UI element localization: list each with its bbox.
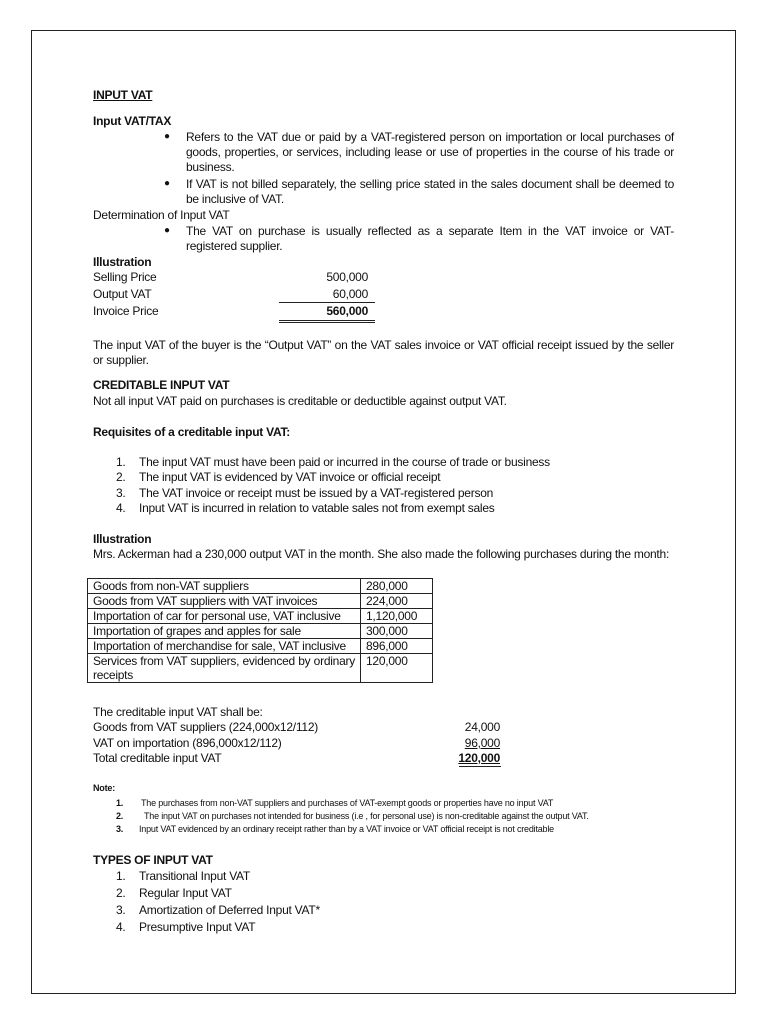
output-vat-value: 60,000 [332,287,368,301]
requisite-number: 2. [116,470,126,484]
table-cell-amount: 280,000 [361,579,433,594]
note-heading: Note: [93,783,115,793]
table-cell-amount: 224,000 [361,594,433,609]
output-vat-label: Output VAT [93,287,152,301]
bullet-determination: The VAT on purchase is usually reflected as a separate Item in the VAT invoice or VAT-registered supplier. [186,224,674,253]
bullet-definition: Refers to the VAT due or paid by a VAT-registered person on importation or local purchases of goods, properties, or services, including lease or use of properties in the course of his trade or business. [186,130,674,174]
requisite-number: 3. [116,486,126,500]
computation-value: 24,000 [464,720,500,734]
requisite-item: The VAT invoice or receipt must be issued by a VAT-registered person [139,486,494,500]
table-row [88,594,433,609]
computation-label: Goods from VAT suppliers (224,000x12/112) [93,720,318,734]
total-underline [279,320,375,321]
selling-price-label: Selling Price [93,270,157,284]
table-row [88,624,433,639]
table-cell-desc: Importation of grapes and apples for sale [88,624,361,639]
table-row [88,609,433,624]
section-heading-types: TYPES OF INPUT VAT [93,853,213,867]
type-item: Regular Input VAT [139,886,232,900]
requisite-item: The input VAT is evidenced by VAT invoice or official receipt [139,470,441,484]
type-number: 2. [116,886,126,900]
purchases-table [87,578,433,683]
total-double-underline [459,766,501,767]
type-item: Presumptive Input VAT [139,920,256,934]
illustration-heading: Illustration [93,532,152,546]
note-number: 2. [116,811,124,821]
bullet-vat-inclusive: If VAT is not billed separately, the selling price stated in the sales document shall be deemed to be inclusive of VAT. [186,177,674,206]
computation-value: 96,000 [464,736,500,750]
table-cell-desc: Importation of merchandise for sale, VAT inclusive [88,639,361,654]
requisite-item: The input VAT must have been paid or incurred in the course of trade or business [139,455,550,469]
note-item: Input VAT evidenced by an ordinary receipt rather than by a VAT invoice or VAT official receipt is not creditable [139,824,554,834]
table-cell-desc: Goods from VAT suppliers with VAT invoices [88,594,361,609]
ackerman-text: Mrs. Ackerman had a 230,000 output VAT in the month. She also made the following purchases during the month: [93,547,670,561]
bullet-dot-icon: ● [164,131,171,142]
type-item: Transitional Input VAT [139,869,250,883]
type-item: Amortization of Deferred Input VAT* [139,903,320,917]
sum-line [279,302,375,303]
requisite-item: Input VAT is incurred in relation to vatable sales not from exempt sales [139,501,495,515]
creditable-intro: The creditable input VAT shall be: [93,705,263,719]
type-number: 4. [116,920,126,934]
note-item: The purchases from non-VAT suppliers and purchases of VAT-exempt goods or properties have no input VAT [141,798,554,808]
bullet-dot-icon: ● [164,225,171,236]
selling-price-value: 500,000 [326,270,368,284]
bullet-dot-icon: ● [164,178,171,189]
table-cell-amount: 300,000 [361,624,433,639]
computation-total-label: Total creditable input VAT [93,751,222,765]
table-cell-desc: Goods from non-VAT suppliers [88,579,361,594]
table-row [88,639,433,654]
table-row [88,654,433,683]
section-heading-creditable: CREDITABLE INPUT VAT [93,378,230,392]
note-number: 1. [116,798,124,808]
note-item: The input VAT on purchases not intended for business (i.e , for personal use) is non-creditable against the output VAT. [144,811,589,821]
note-number: 3. [116,824,124,834]
section-heading-input-vat-tax: Input VAT/TAX [93,114,172,128]
table-cell-desc: Importation of car for personal use, VAT inclusive [88,609,361,624]
computation-label: VAT on importation (896,000x12/112) [93,736,282,750]
requisite-number: 1. [116,455,126,469]
requisite-number: 4. [116,501,126,515]
total-double-underline [279,322,375,323]
determination-label: Determination of Input VAT [93,208,230,222]
computation-total-value: 120,000 [458,751,500,765]
type-number: 3. [116,903,126,917]
table-cell-desc: Services from VAT suppliers, evidenced by ordinary receipts [88,654,361,683]
output-vat-explanation: The input VAT of the buyer is the “Output VAT” on the VAT sales invoice or VAT official receipt issued by the seller or supplier. [93,338,674,367]
table-cell-amount: 1,120,000 [361,609,433,624]
invoice-price-value: 560,000 [326,304,368,318]
table-row [88,579,433,594]
table-cell-amount: 896,000 [361,639,433,654]
illustration-heading: Illustration [93,255,152,269]
invoice-price-label: Invoice Price [93,304,159,318]
requisites-heading: Requisites of a creditable input VAT: [93,425,290,439]
table-cell-amount: 120,000 [361,654,433,683]
page-title: INPUT VAT [93,88,153,102]
type-number: 1. [116,869,126,883]
creditable-text: Not all input VAT paid on purchases is creditable or deductible against output VAT. [93,394,507,408]
